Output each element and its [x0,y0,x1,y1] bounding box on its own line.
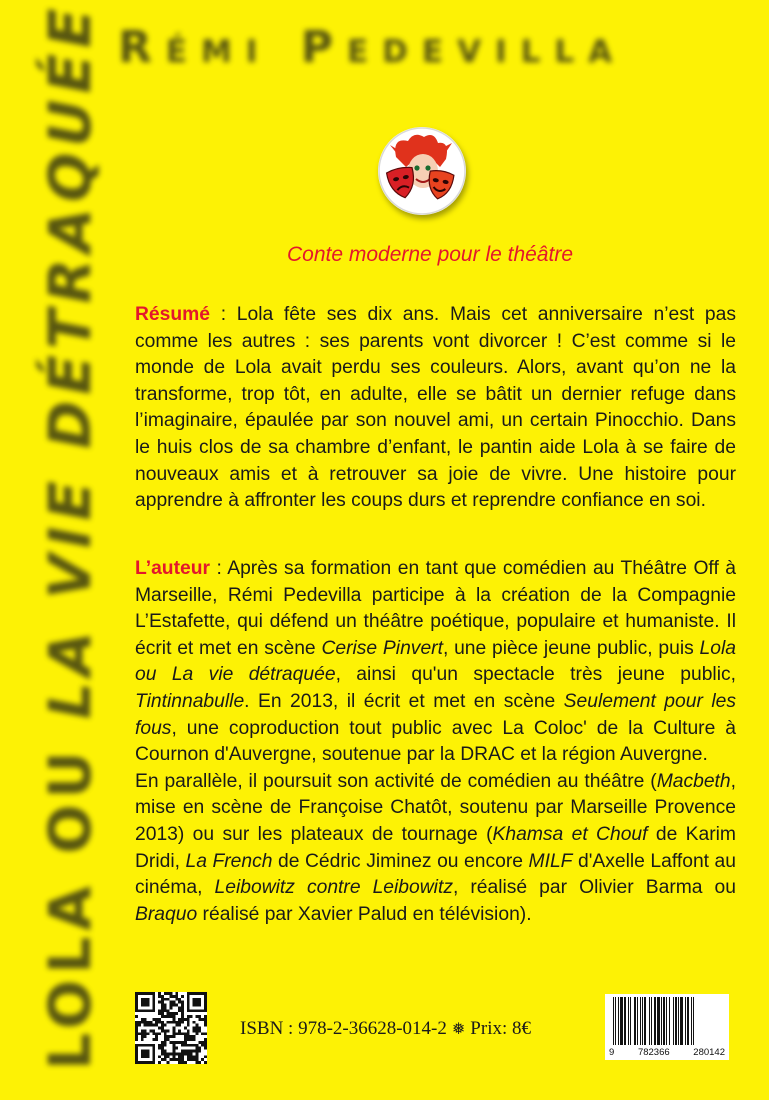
qr-code-graphic [135,992,207,1064]
author-text: d'Axelle Laffont au cinéma, [135,850,736,899]
work-title: Lola ou La vie détraquée [135,637,736,686]
author-name-header: Rémi Pedevilla [118,22,627,73]
work-title: Tintinnabulle [135,690,245,712]
work-title: La French [185,850,273,872]
work-title: Khamsa et Chouf [492,823,648,845]
work-title: Leibowitz contre Leibowitz [214,877,453,899]
author-text: , réalisé par Olivier Barma ou [452,877,736,899]
author-text: , une pièce jeune public, puis [442,637,700,659]
spine-title-part1: LOLA OU [36,719,104,1070]
barcode-digit-group: 9 [609,1047,615,1058]
isbn: ISBN : 978-2-36628-014-2 [240,1018,447,1039]
logo-illustration [378,127,466,215]
barcode-digits [605,1047,729,1058]
author-text: , une coproduction tout public avec La Coloc' de la Culture à Cournon d'Auvergne, soutenue par la DRAC et la région Auvergne. [135,717,736,766]
spine-title [30,2,110,1070]
work-title: Seulement pour les fous [135,690,736,739]
work-title: Macbeth [656,770,731,792]
summary-text: : Lola fête ses dix ans. Mais cet anniversaire n’est pas comme les autres : ses parents vont divorcer ! C’est comme si le monde de Lola avait perdu ses couleurs. Alors, avant qu’on ne la transforme, trop tôt, en adulte, elle se bâtit un dernier refuge dans l’imaginaire, épaulée par son nouvel ami, un certain Pinocchio. Dans le huis clos de sa chambre d’enfant, le pantin aide Lola à se faire de nouveaux amis et à retrouver sa joie de vivre. Une histoire pour apprendre à affronter les coups durs et reprendre confiance en soi. [135,304,736,512]
snowflake-separator-icon: ❅ [451,1021,466,1038]
summary-label: Résumé [135,304,211,325]
isbn-price-line [240,1018,531,1040]
author-text: de Cédric Jiminez ou encore [272,850,529,872]
author-text: , ainsi qu'un spectacle très jeune public, [335,664,736,686]
summary-section [135,302,736,515]
author-text: , mise en scène de Françoise Chatôt, soutenu par Marseille Provence 2013) ou sur les plateaux de tournage ( [135,770,736,845]
author-label: L’auteur [135,558,210,579]
work-title: MILF [528,850,573,872]
author-text: . En 2013, il écrit et met en scène [244,690,564,712]
work-title: Cerise Pinvert [321,637,443,659]
barcode [605,994,729,1060]
barcode-digit-group: 782366 [637,1047,670,1058]
lola-theatre-masks-icon [378,127,466,215]
author-text: de Karim Dridi, [135,823,736,872]
work-title: Braquo [135,903,198,925]
barcode-bars [605,994,729,1048]
barcode-digit-group: 280142 [693,1047,725,1058]
author-text: : Après sa formation en tant que comédien au Théâtre Off à Marseille, Rémi Pedevilla participe à la création de la Compagnie L’Estafette, qui défend un théâtre poétique, populaire et humaniste. Il écrit et met en scène [135,558,736,659]
author-paragraph-2 [135,769,736,929]
spine-title-part2: LA VIE DÉTRAQUÉE [36,2,104,720]
author-paragraph-1 [135,556,736,769]
price: Prix: 8€ [470,1018,531,1039]
qr-code-icon [135,992,207,1064]
subtitle: Conte moderne pour le théâtre [286,243,573,266]
author-text: réalisé par Xavier Palud en télévision). [197,903,532,925]
author-section [135,556,736,928]
author-text: En parallèle, il poursuit son activité de comédien au théâtre ( [135,770,657,792]
